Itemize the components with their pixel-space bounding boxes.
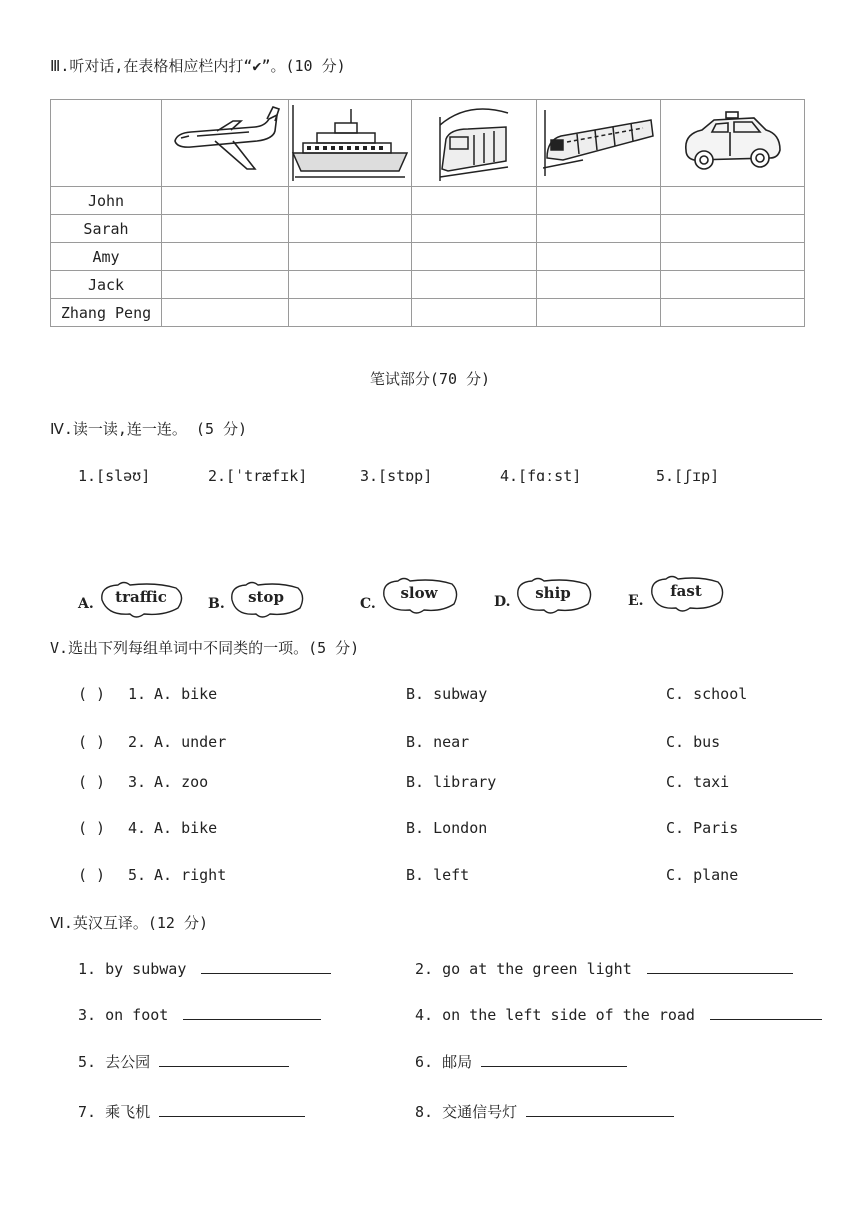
name-cell: Amy bbox=[51, 243, 162, 271]
answer-cell[interactable] bbox=[537, 299, 661, 327]
subway-train-icon bbox=[438, 105, 510, 181]
word-card-label: slow bbox=[400, 584, 438, 602]
phonetic-2: 2.[ˈtræfɪk] bbox=[208, 467, 308, 485]
translation-item-2 bbox=[415, 959, 793, 978]
answer-blank[interactable] bbox=[481, 1052, 627, 1067]
answer-cell[interactable] bbox=[289, 271, 412, 299]
option-a: A. under bbox=[154, 733, 227, 751]
translation-item-4 bbox=[415, 1005, 822, 1024]
translation-prompt: 5. 去公园 bbox=[78, 1053, 151, 1071]
option-a: A. bike bbox=[154, 685, 218, 703]
translation-item-1 bbox=[78, 959, 331, 978]
answer-cell[interactable] bbox=[412, 271, 537, 299]
translation-item-5 bbox=[78, 1051, 289, 1072]
answer-blank[interactable] bbox=[201, 959, 331, 974]
option-b: B. near bbox=[406, 733, 470, 751]
answer-cell[interactable] bbox=[537, 271, 661, 299]
name-cell: Sarah bbox=[51, 215, 162, 243]
question-number: 3. bbox=[128, 773, 147, 791]
answer-cell[interactable] bbox=[162, 299, 289, 327]
word-card-label: stop bbox=[248, 588, 284, 606]
answer-blank[interactable] bbox=[159, 1102, 305, 1117]
answer-blank[interactable] bbox=[159, 1052, 289, 1067]
ship-icon bbox=[291, 105, 409, 181]
translation-prompt: 2. go at the green light bbox=[415, 960, 632, 978]
answer-cell[interactable] bbox=[162, 187, 289, 215]
airplane-cell bbox=[162, 100, 289, 187]
phonetic-4: 4.[fɑːst] bbox=[500, 467, 582, 485]
option-a: A. zoo bbox=[154, 773, 209, 791]
translation-prompt: 6. 邮局 bbox=[415, 1053, 473, 1071]
section-5-heading: V.选出下列每组单词中不同类的一项。(5 分) bbox=[50, 639, 360, 657]
answer-cell[interactable] bbox=[162, 271, 289, 299]
word-card-slow[interactable] bbox=[378, 576, 460, 616]
answer-cell[interactable] bbox=[661, 243, 805, 271]
answer-cell[interactable] bbox=[412, 299, 537, 327]
answer-blank[interactable] bbox=[526, 1102, 674, 1117]
answer-cell[interactable] bbox=[537, 187, 661, 215]
answer-cell[interactable] bbox=[661, 187, 805, 215]
translation-item-3 bbox=[78, 1005, 321, 1024]
option-b: B. London bbox=[406, 819, 488, 837]
option-c: C. plane bbox=[666, 866, 739, 884]
word-card-label: ship bbox=[535, 584, 571, 602]
option-c: C. bus bbox=[666, 733, 721, 751]
answer-blank[interactable] bbox=[183, 1005, 321, 1020]
answer-cell[interactable] bbox=[162, 215, 289, 243]
answer-cell[interactable] bbox=[289, 299, 412, 327]
translation-item-7 bbox=[78, 1101, 305, 1122]
taxi-icon bbox=[682, 110, 784, 176]
answer-cell[interactable] bbox=[661, 299, 805, 327]
answer-cell[interactable] bbox=[289, 243, 412, 271]
question-number: 1. bbox=[128, 685, 147, 703]
answer-cell[interactable] bbox=[537, 243, 661, 271]
answer-bracket[interactable]: ( ) bbox=[78, 733, 106, 751]
word-card-label: traffic bbox=[115, 588, 167, 606]
answer-bracket[interactable]: ( ) bbox=[78, 773, 106, 791]
option-c: C. school bbox=[666, 685, 748, 703]
word-card-stop[interactable] bbox=[226, 580, 306, 618]
translation-prompt: 7. 乘飞机 bbox=[78, 1103, 151, 1121]
phonetic-5: 5.[ʃɪp] bbox=[656, 467, 720, 485]
answer-cell[interactable] bbox=[661, 271, 805, 299]
answer-cell[interactable] bbox=[661, 215, 805, 243]
question-number: 4. bbox=[128, 819, 147, 837]
option-b: B. left bbox=[406, 866, 470, 884]
name-cell: John bbox=[51, 187, 162, 215]
word-card-label: fast bbox=[670, 582, 702, 600]
answer-blank[interactable] bbox=[710, 1005, 822, 1020]
answer-cell[interactable] bbox=[412, 187, 537, 215]
ship-cell bbox=[289, 100, 412, 187]
option-a: A. bike bbox=[154, 819, 218, 837]
translation-item-6 bbox=[415, 1051, 627, 1072]
written-part-title: 笔试部分(70 分) bbox=[369, 370, 491, 388]
answer-bracket[interactable]: ( ) bbox=[78, 866, 106, 884]
translation-prompt: 8. 交通信号灯 bbox=[415, 1103, 518, 1121]
subway-cell bbox=[412, 100, 537, 187]
airplane-icon bbox=[169, 105, 281, 181]
translation-prompt: 4. on the left side of the road bbox=[415, 1006, 695, 1024]
train-icon bbox=[543, 108, 655, 178]
word-card-traffic[interactable] bbox=[96, 580, 186, 618]
question-number: 2. bbox=[128, 733, 147, 751]
phonetic-3: 3.[stɒp] bbox=[360, 467, 433, 485]
option-c: C. Paris bbox=[666, 819, 739, 837]
answer-cell[interactable] bbox=[289, 215, 412, 243]
option-letter: D. bbox=[494, 594, 511, 610]
translation-prompt: 1. by subway bbox=[78, 960, 187, 978]
section-3-heading: Ⅲ.听对话,在表格相应栏内打“✔”。(10 分) bbox=[50, 57, 346, 75]
answer-cell[interactable] bbox=[412, 243, 537, 271]
phonetic-1: 1.[sləʊ] bbox=[78, 467, 151, 485]
name-cell: Zhang Peng bbox=[51, 299, 162, 327]
answer-cell[interactable] bbox=[162, 243, 289, 271]
answer-blank[interactable] bbox=[647, 959, 793, 974]
translation-prompt: 3. on foot bbox=[78, 1006, 169, 1024]
translation-item-8 bbox=[415, 1101, 674, 1122]
option-letter: A. bbox=[78, 596, 94, 612]
taxi-cell bbox=[661, 100, 805, 187]
train-cell bbox=[537, 100, 661, 187]
section-4-heading: Ⅳ.读一读,连一连。 (5 分) bbox=[50, 420, 248, 438]
section-6-heading: Ⅵ.英汉互译。(12 分) bbox=[50, 914, 209, 932]
listening-table bbox=[50, 99, 805, 327]
answer-bracket[interactable]: ( ) bbox=[78, 685, 106, 703]
name-cell: Jack bbox=[51, 271, 162, 299]
word-card-ship[interactable] bbox=[512, 576, 594, 616]
option-letter: C. bbox=[360, 596, 376, 612]
option-c: C. taxi bbox=[666, 773, 730, 791]
option-b: B. library bbox=[406, 773, 497, 791]
table-corner-cell bbox=[51, 100, 162, 187]
answer-cell[interactable] bbox=[412, 215, 537, 243]
answer-bracket[interactable]: ( ) bbox=[78, 819, 106, 837]
answer-cell[interactable] bbox=[289, 187, 412, 215]
option-a: A. right bbox=[154, 866, 227, 884]
option-letter: B. bbox=[208, 596, 225, 612]
question-number: 5. bbox=[128, 866, 147, 884]
word-card-fast[interactable] bbox=[646, 574, 726, 614]
option-letter: E. bbox=[628, 593, 644, 609]
option-b: B. subway bbox=[406, 685, 488, 703]
answer-cell[interactable] bbox=[537, 215, 661, 243]
